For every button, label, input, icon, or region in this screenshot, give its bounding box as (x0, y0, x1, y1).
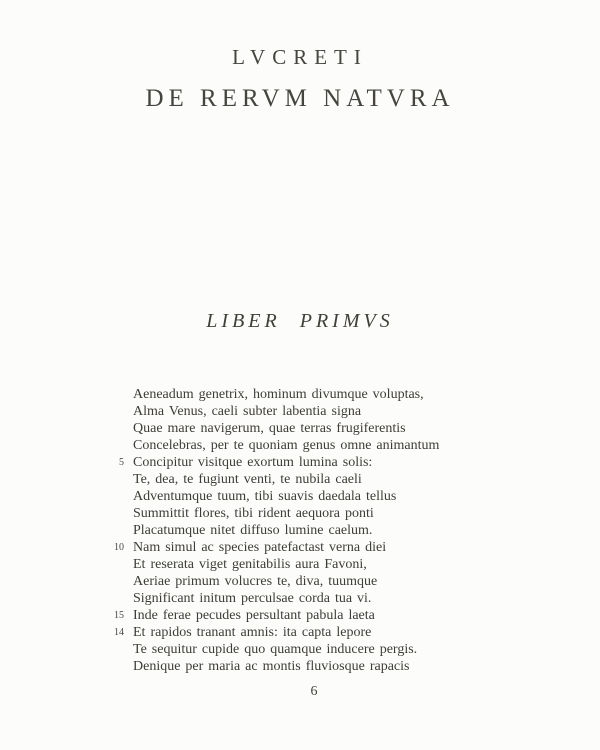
poem-line (133, 522, 493, 539)
poem-text (114, 386, 493, 675)
work-author-title: LVCRETI (232, 45, 368, 69)
poem-line (133, 590, 493, 607)
poem-line (114, 607, 493, 624)
poem-line (133, 386, 493, 403)
poem-line-text: Te, dea, te fugiunt venti, te nubila caeli (133, 472, 362, 487)
poem-line (133, 403, 493, 420)
poem-line (133, 471, 493, 488)
line-number: 10 (114, 542, 124, 553)
poem-line-text: Concelebras, per te quoniam genus omne animantum (133, 438, 440, 453)
poem-line (114, 539, 493, 556)
poem-line (133, 420, 493, 437)
poem-line-text: Te sequitur cupide quo quamque inducere pergis. (133, 642, 418, 657)
poem-line-text: Nam simul ac species patefactast verna diei (133, 540, 387, 555)
poem-line-text: Quae mare navigerum, quae terras frugiferentis (133, 421, 406, 436)
poem-line-text: Denique per maria ac montis fluviosque rapacis (133, 659, 410, 674)
work-title: DE RERVM NATVRA (145, 85, 455, 112)
poem-line-text: Et rapidos tranant amnis: ita capta lepore (133, 625, 372, 640)
line-number: 14 (114, 627, 124, 638)
poem-line-text: Alma Venus, caeli subter labentia signa (133, 404, 362, 419)
line-number: 5 (119, 457, 124, 468)
poem-line-text: Inde ferae pecudes persultant pabula laeta (133, 608, 375, 623)
book-heading: LIBER PRIMVS (206, 310, 394, 332)
poem-line-text: Summittit flores, tibi rident aequora ponti (133, 506, 374, 521)
poem-line (133, 488, 493, 505)
poem-line (119, 454, 493, 471)
poem-line-text: Concipitur visitque exortum lumina solis: (133, 455, 373, 470)
page-number: 6 (310, 684, 318, 699)
poem-line (133, 437, 493, 454)
poem-line-text: Adventumque tuum, tibi suavis daedala tellus (133, 489, 397, 504)
poem-line-text: Aeneadum genetrix, hominum divumque voluptas, (133, 387, 424, 402)
line-number: 15 (114, 610, 124, 621)
poem-line (133, 658, 493, 675)
poem-line (133, 505, 493, 522)
poem-line-text: Significant initum perculsae corda tua vi. (133, 591, 372, 606)
poem-line (133, 641, 493, 658)
poem-line (133, 556, 493, 573)
poem-line-text: Et reserata viget genitabilis aura Favoni, (133, 557, 367, 572)
poem-line (133, 573, 493, 590)
poem-line (114, 624, 493, 641)
poem-line-text: Aeriae primum volucres te, diva, tuumque (133, 574, 378, 589)
poem-line-text: Placatumque nitet diffuso lumine caelum. (133, 523, 373, 538)
